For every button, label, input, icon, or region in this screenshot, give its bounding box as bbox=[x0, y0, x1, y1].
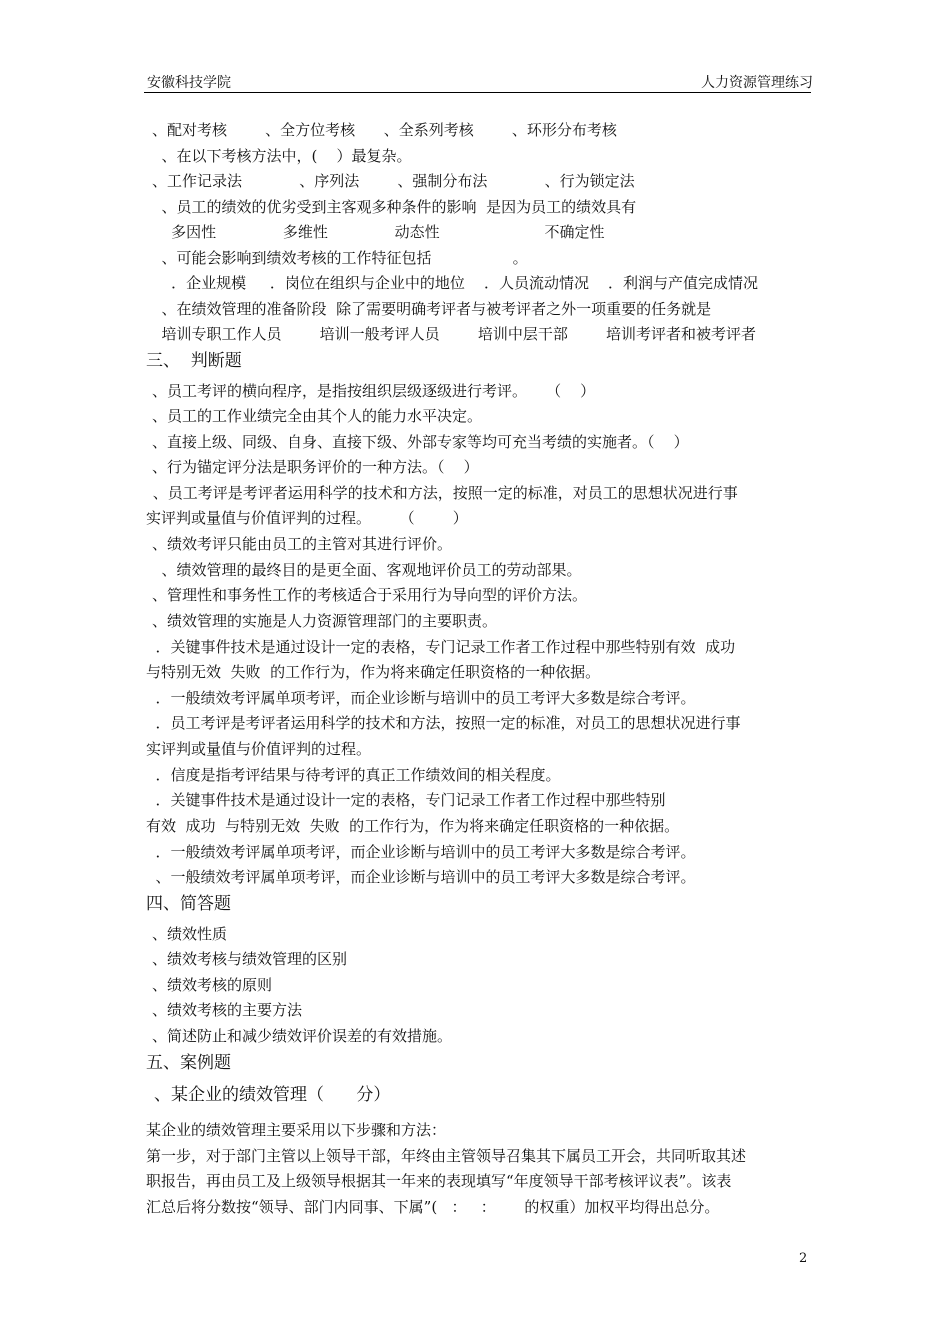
statement-line: 、员工考评的横向程序，是指按组织层级逐级进行考评。 （ ） bbox=[152, 382, 596, 400]
statement-line: 、一般绩效考评属单项考评，而企业诊断与培训中的员工考评大多数是综合考评。 bbox=[146, 868, 696, 886]
statement-line: 、绩效管理的实施是人力资源管理部门的主要职责。 bbox=[152, 612, 498, 630]
section-heading-short-answer: 四、简答题 bbox=[146, 894, 231, 914]
case-paragraph-line: 汇总后将分数按“领导、部门内同事、下属”( ： ： 的权重）加权平均得出总分。 bbox=[146, 1198, 720, 1216]
statement-line: ．一般绩效考评属单项考评，而企业诊断与培训中的员工考评大多数是综合考评。 bbox=[146, 689, 696, 707]
question-line: 、员工的绩效的优劣受到主客观多种条件的影响 是因为员工的绩效具有 bbox=[152, 198, 637, 216]
header-course-title: 人力资源管理练习 bbox=[701, 75, 813, 91]
statement-continuation: 实评判或量值与价值评判的过程。 （ ） bbox=[146, 509, 468, 527]
statement-line: 、员工考评是考评者运用科学的技术和方法，按照一定的标准，对员工的思想状况进行事 bbox=[148, 484, 738, 502]
question-line: 、在绩效管理的准备阶段 除了需要明确考评者与被考评者之外一项重要的任务就是 bbox=[152, 300, 712, 318]
statement-line: 、绩效管理的最终目的是更全面、客观地评价员工的劳动部果。 bbox=[152, 561, 582, 579]
short-answer-item: 、绩效考核的主要方法 bbox=[152, 1001, 303, 1019]
case-paragraph-line: 第一步，对于部门主管以上领导干部，年终由主管领导召集其下属员工开会，共同听取其述 bbox=[146, 1147, 747, 1165]
question-line: 、在以下考核方法中，( ）最复杂。 bbox=[152, 147, 412, 165]
choice-options-line: 培训专职工作人员 培训一般考评人员 培训中层干部 培训考评者和被考评者 bbox=[152, 325, 756, 343]
question-line: 、可能会影响到绩效考核的工作特征包括 。 bbox=[152, 249, 528, 267]
section-heading-case-study: 五、案例题 bbox=[146, 1053, 231, 1073]
header-divider bbox=[144, 92, 811, 93]
short-answer-item: 、绩效性质 bbox=[152, 925, 228, 943]
case-paragraph-line: 职报告，再由员工及上级领导根据其一年来的表现填写“年度领导干部考核评议表”。该表 bbox=[146, 1172, 732, 1190]
statement-continuation: 实评判或量值与价值评判的过程。 bbox=[146, 740, 372, 758]
statement-line: 、管理性和事务性工作的考核适合于采用行为导向型的评价方法。 bbox=[152, 586, 588, 604]
short-answer-item: 、简述防止和减少绩效评价误差的有效措施。 bbox=[152, 1027, 453, 1045]
choice-options-line: ．企业规模 ．岗位在组织与企业中的地位 ．人员流动情况 ．利润与产值完成情况 bbox=[152, 274, 759, 292]
statement-line: ．员工考评是考评者运用科学的技术和方法，按照一定的标准，对员工的思想状况进行事 bbox=[146, 714, 741, 732]
choice-options-line: 多因性 多维性 动态性 不确定性 bbox=[152, 223, 605, 241]
section-heading-true-false: 三、 判断题 bbox=[146, 351, 242, 371]
header-institution: 安徽科技学院 bbox=[147, 75, 231, 91]
statement-continuation: 与特别无效 失败 的工作行为，作为将来确定任职资格的一种依据。 bbox=[146, 663, 601, 681]
short-answer-item: 、绩效考核的原则 bbox=[152, 976, 273, 994]
short-answer-item: 、绩效考核与绩效管理的区别 bbox=[152, 950, 348, 968]
page-number: 2 bbox=[799, 1251, 808, 1266]
statement-line: 、行为锚定评分法是职务评价的一种方法。（ ） bbox=[152, 458, 479, 476]
case-paragraph-line: 某企业的绩效管理主要采用以下步骤和方法： bbox=[146, 1121, 447, 1139]
statement-line: 、员工的工作业绩完全由其个人的能力水平决定。 bbox=[152, 407, 483, 425]
statement-line: ．关键事件技术是通过设计一定的表格，专门记录工作者工作过程中那些特别 bbox=[146, 791, 666, 809]
statement-continuation: 有效 成功 与特别无效 失败 的工作行为，作为将来确定任职资格的一种依据。 bbox=[146, 817, 680, 835]
statement-line: 、绩效考评只能由员工的主管对其进行评价。 bbox=[152, 535, 453, 553]
statement-line: ．关键事件技术是通过设计一定的表格，专门记录工作者工作过程中那些特别有效 成功 bbox=[146, 638, 736, 656]
statement-line: 、直接上级、同级、自身、直接下级、外部专家等均可充当考绩的实施者。（ ） bbox=[152, 433, 689, 451]
case-title: 、某企业的绩效管理（ 分） bbox=[154, 1085, 391, 1105]
choice-options-line: 、配对考核 、全方位考核 、全系列考核 、环形分布考核 bbox=[152, 121, 617, 139]
choice-options-line: 、工作记录法 、序列法 、强制分布法 、行为锁定法 bbox=[152, 172, 635, 190]
statement-line: ．信度是指考评结果与待考评的真正工作绩效间的相关程度。 bbox=[146, 766, 561, 784]
statement-line: ．一般绩效考评属单项考评，而企业诊断与培训中的员工考评大多数是综合考评。 bbox=[146, 843, 696, 861]
